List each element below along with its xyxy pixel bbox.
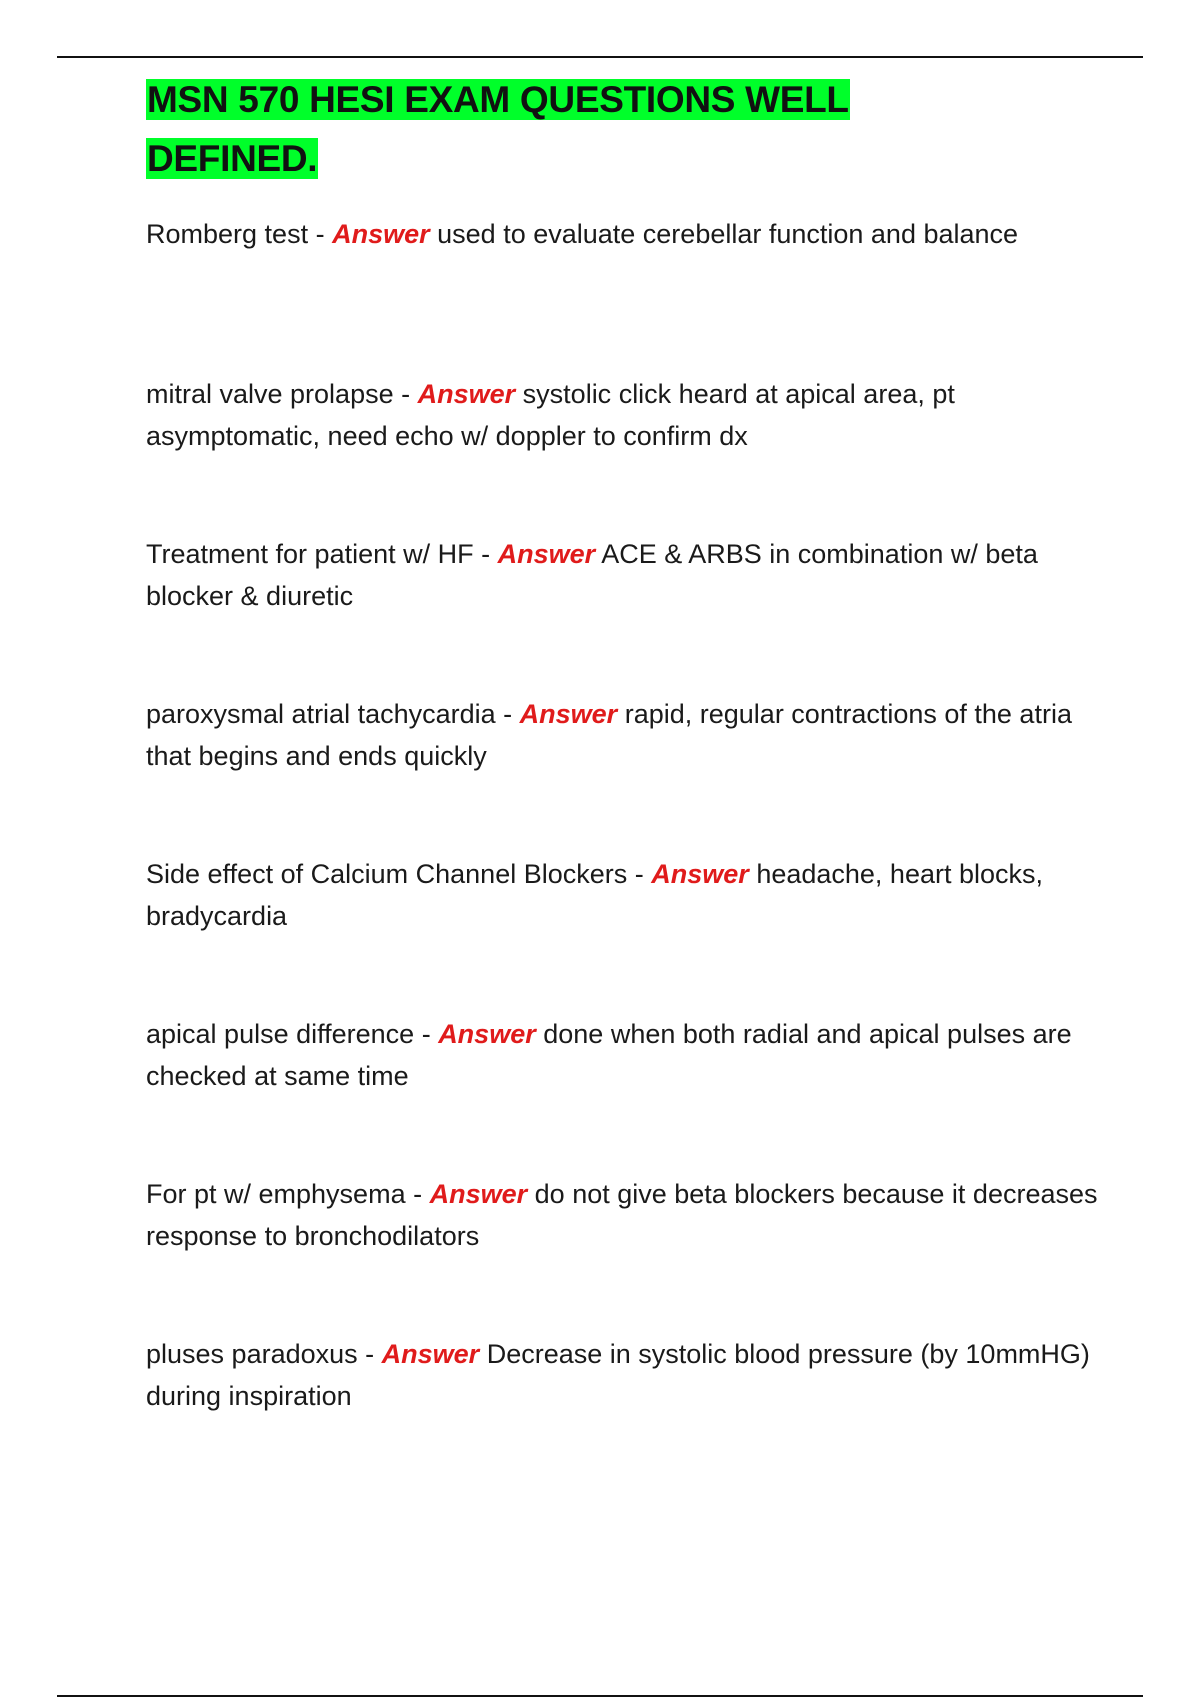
- separator: -: [308, 219, 333, 249]
- question-text: For pt w/ emphysema: [146, 1179, 406, 1209]
- answer-text: ACE & ARBS in combination w/ beta blocker & diuretic: [146, 539, 1038, 611]
- answer-text: systolic click heard at apical area, pt asymptomatic, need echo w/ doppler to confirm dx: [146, 379, 955, 451]
- title-highlight: MSN 570 HESI EXAM QUESTIONS WELL DEFINED.: [147, 79, 849, 179]
- qa-item: [146, 373, 1106, 457]
- separator: -: [473, 539, 498, 569]
- top-divider: [57, 56, 1143, 58]
- qa-item: [146, 853, 1106, 937]
- qa-item: [146, 1013, 1106, 1097]
- answer-text: Decrease in systolic blood pressure (by 10mmHG) during inspiration: [146, 1339, 1090, 1411]
- answer-text: headache, heart blocks, bradycardia: [146, 859, 1044, 931]
- answer-text: do not give beta blockers because it decreases response to bronchodilators: [146, 1179, 1098, 1251]
- separator: -: [357, 1339, 382, 1369]
- question-text: pluses paradoxus: [146, 1339, 358, 1369]
- question-text: apical pulse difference: [146, 1019, 415, 1049]
- answer-text: used to evaluate cerebellar function and balance: [437, 219, 1019, 249]
- question-text: mitral valve prolapse: [146, 379, 394, 409]
- qa-item: [146, 213, 1106, 297]
- separator: -: [414, 1019, 439, 1049]
- question-text: paroxysmal atrial tachycardia: [146, 699, 496, 729]
- answer-label: Answer: [429, 1179, 528, 1209]
- qa-item: [146, 533, 1106, 617]
- separator: -: [495, 699, 520, 729]
- separator: -: [405, 1179, 430, 1209]
- qa-item: [146, 1333, 1106, 1417]
- answer-label: Answer: [438, 1019, 536, 1049]
- document-title: [146, 70, 966, 188]
- separator: -: [393, 379, 418, 409]
- bottom-divider: [57, 1695, 1143, 1697]
- answer-text: done when both radial and apical pulses are checked at same time: [146, 1019, 1072, 1091]
- question-text: Treatment for patient w/ HF: [146, 539, 474, 569]
- question-text: Side effect of Calcium Channel Blockers: [146, 859, 628, 889]
- question-text: Romberg test: [146, 219, 309, 249]
- answer-label: Answer: [381, 1339, 480, 1369]
- answer-label: Answer: [519, 699, 618, 729]
- answer-label: Answer: [417, 379, 516, 409]
- separator: -: [627, 859, 652, 889]
- qa-list: [146, 213, 1106, 1417]
- document-body: [146, 70, 1106, 1493]
- qa-item: [146, 1173, 1106, 1257]
- qa-item: [146, 693, 1106, 777]
- answer-text: rapid, regular contractions of the atria that begins and ends quickly: [146, 699, 1072, 771]
- answer-label: Answer: [651, 859, 749, 889]
- answer-label: Answer: [497, 539, 596, 569]
- answer-label: Answer: [332, 219, 430, 249]
